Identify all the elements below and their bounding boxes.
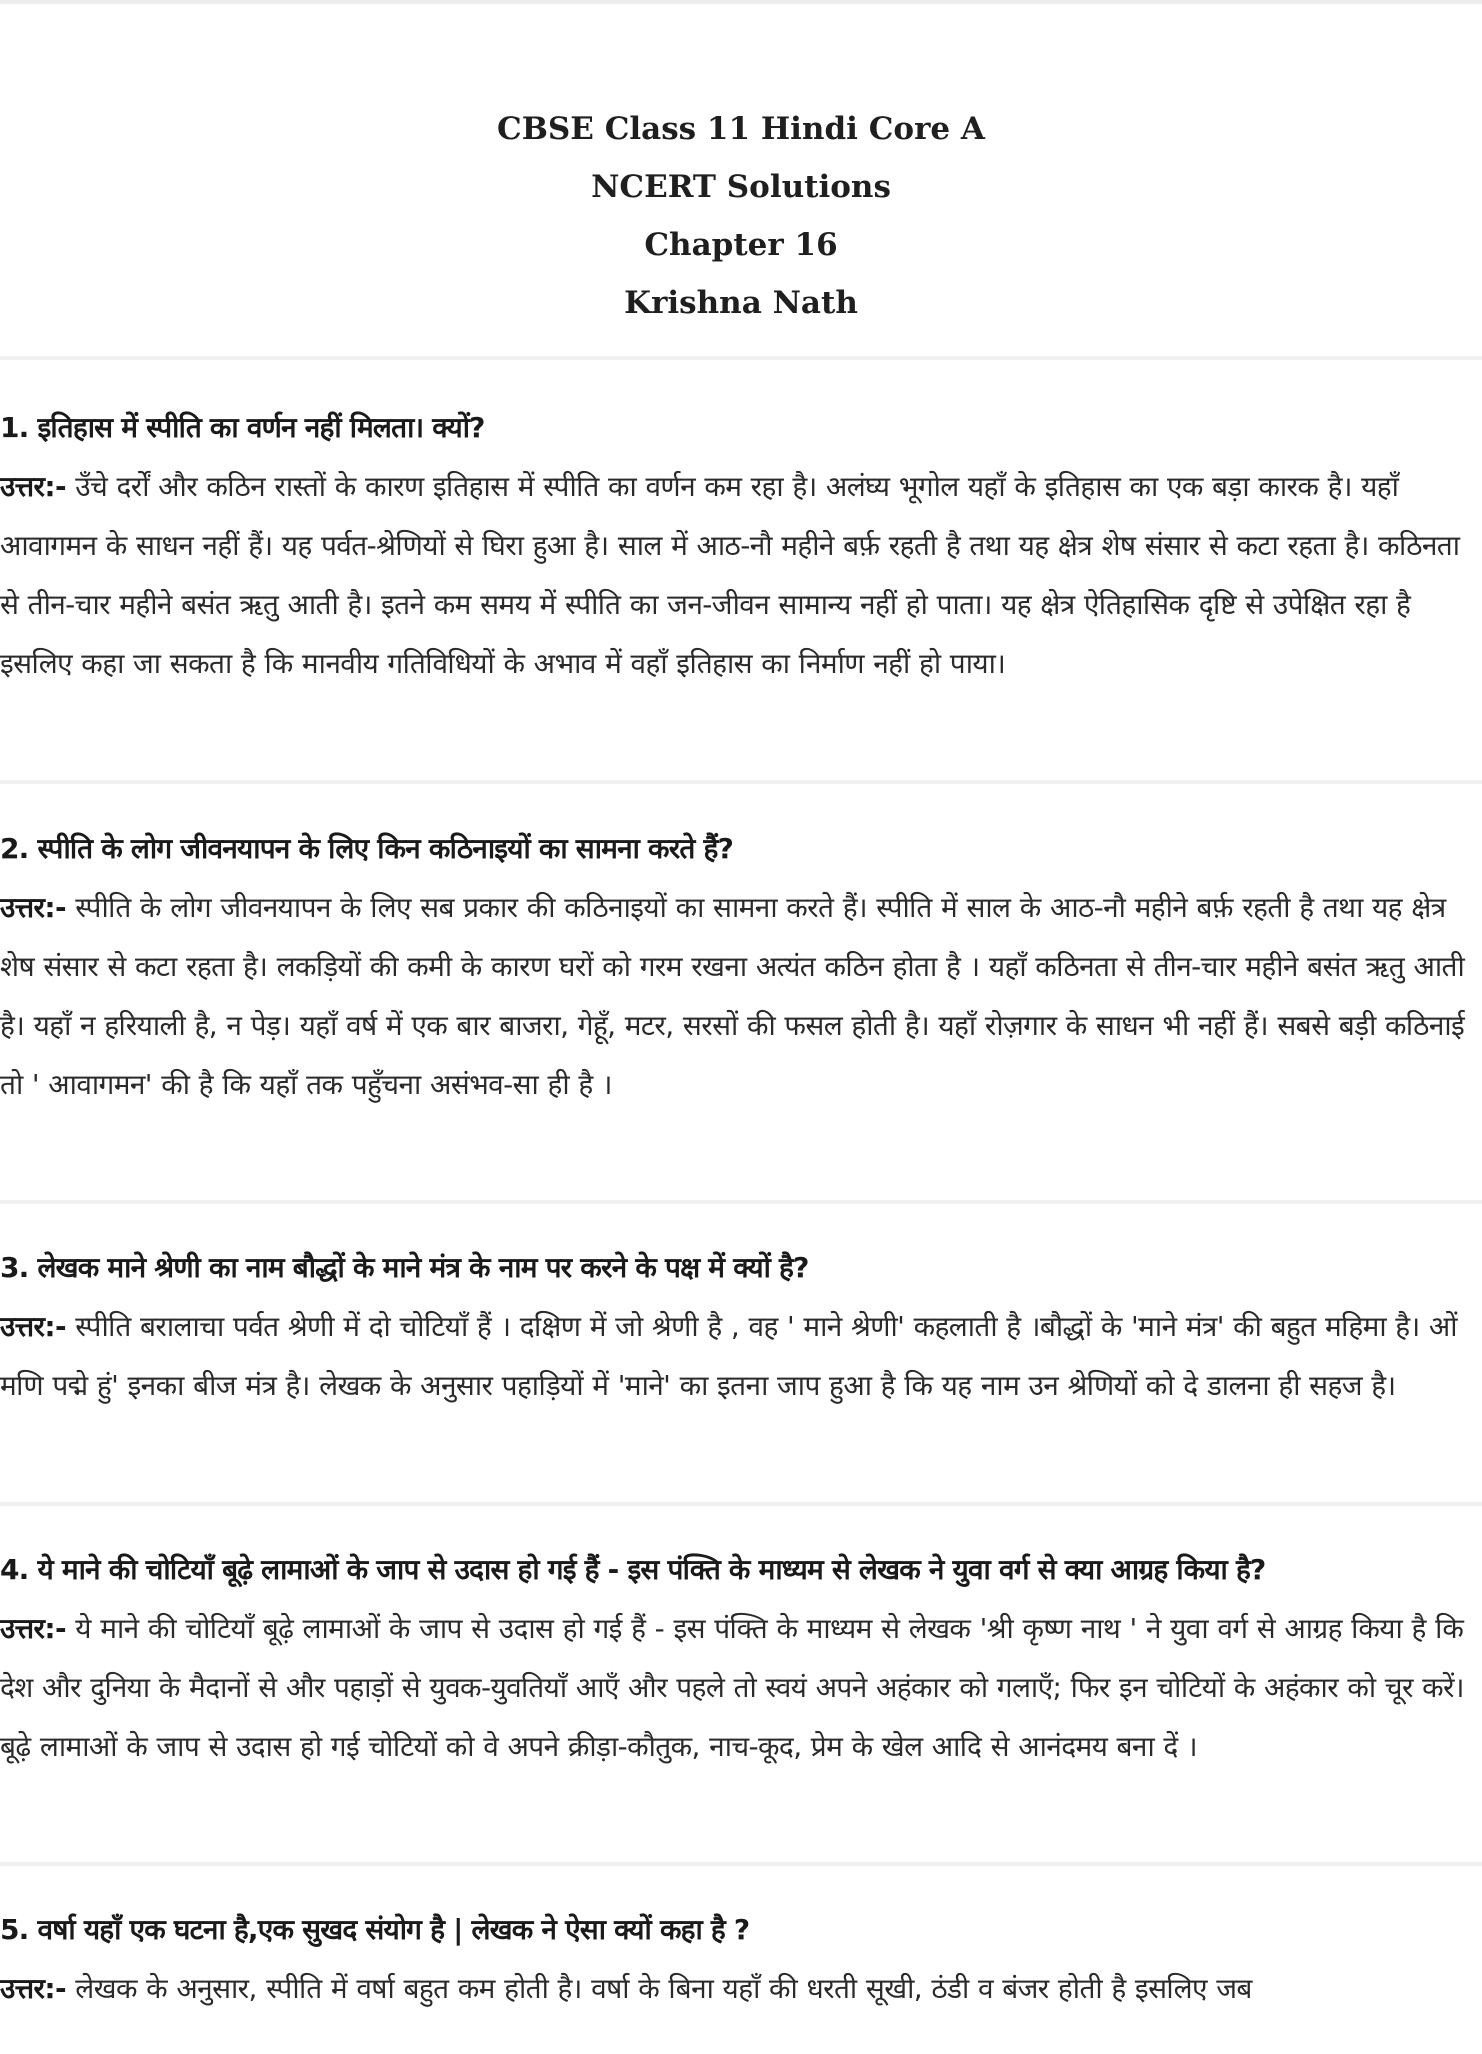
- section-divider: [0, 356, 1482, 360]
- answer-1: [0, 457, 1480, 693]
- answer-label: उत्तर:-: [0, 1972, 66, 2005]
- header-line-3: Chapter 16: [644, 227, 838, 263]
- answer-3: [0, 1297, 1480, 1415]
- question-1: 1. इतिहास में स्पीति का वर्णन नहीं मिलता। क्यों?: [0, 411, 485, 444]
- header-line-1: CBSE Class 11 Hindi Core A: [497, 111, 985, 147]
- header-line-2: NCERT Solutions: [591, 169, 891, 205]
- section-divider: [0, 780, 1482, 784]
- answer-text: लेखक के अनुसार, स्पीति में वर्षा बहुत कम होती है। वर्षा के बिना यहाँ की धरती सूखी, ठंडी व बंजर होती है इसलिए जब: [65, 1972, 1252, 2005]
- section-divider: [0, 1502, 1482, 1506]
- answer-text: उँचे दर्रों और कठिन रास्तों के कारण इतिहास में स्पीति का वर्णन कम रहा है। अलंघ्य भूगोल यहाँ के इतिहास का एक बड़ा कारक है। यहाँ आवागमन के साधन नहीं हैं। यह पर्वत-श्रेणियों से घिरा हुआ है। साल में आठ-नौ महीने बर्फ़ रहती है तथा यह क्षेत्र शेष संसार से कटा रहता है। कठिनता से तीन-चार महीने बसंत ऋतु आती है। इतने कम समय में स्पीति का जन-जीवन सामान्य नहीं हो पाता। यह क्षेत्र ऐतिहासिक दृष्टि से उपेक्षित रहा है इसलिए कहा जा सकता है कि मानवीय गतिविधियों के अभाव में वहाँ इतिहास का निर्माण नहीं हो पाया।: [0, 470, 1460, 680]
- question-2: 2. स्पीति के लोग जीवनयापन के लिए किन कठिनाइयों का सामना करते हैं?: [0, 832, 734, 865]
- answer-text: स्पीति बरालाचा पर्वत श्रेणी में दो चोटियाँ हैं । दक्षिण में जो श्रेणी है , वह ' माने श्रेणी' कहलाती है ।बौद्धों के 'माने मंत्र' की बहुत महिमा है। ओं मणि पद्मे हुं' इनका बीज मंत्र है। लेखक के अनुसार पहाड़ियों में 'माने' का इतना जाप हुआ है कि यह नाम उन श्रेणियों को दे डालना ही सहज है।: [0, 1310, 1457, 1402]
- answer-label: उत्तर:-: [0, 891, 66, 924]
- top-rule: [0, 0, 1482, 4]
- qa-block-4: [0, 1540, 1482, 1776]
- document-header: [0, 100, 1482, 332]
- answer-text: स्पीति के लोग जीवनयापन के लिए सब प्रकार की कठिनाइयों का सामना करते हैं। स्पीति में साल के आठ-नौ महीने बर्फ़ रहती है तथा यह क्षेत्र शेष संसार से कटा रहता है। लकड़ियों की कमी के कारण घरों को गरम रखना अत्यंत कठिन होता है । यहाँ कठिनता से तीन-चार महीने बसंत ऋतु आती है। यहाँ न हरियाली है, न पेड़। यहाँ वर्ष में एक बार बाजरा, गेहूँ, मटर, सरसों की फसल होती है। यहाँ रोज़गार के साधन भी नहीं हैं। सबसे बड़ी कठिनाई तो ' आवागमन' की है कि यहाँ तक पहुँचना असंभव-सा ही है ।: [0, 891, 1465, 1101]
- answer-4: [0, 1599, 1480, 1776]
- qa-block-2: [0, 819, 1482, 1114]
- header-line-4: Krishna Nath: [624, 285, 858, 321]
- answer-text: ये माने की चोटियाँ बूढ़े लामाओं के जाप से उदास हो गई हैं - इस पंक्ति के माध्यम से लेखक 'श्री कृष्ण नाथ ' ने युवा वर्ग से आग्रह किया है कि देश और दुनिया के मैदानों से और पहाड़ों से युवक-युवतियाँ आएँ और पहले तो स्वयं अपने अहंकार को गलाएँ; फिर इन चोटियों के अहंकार को चूर करें। बूढ़े लामाओं के जाप से उदास हो गई चोटियों को वे अपने क्रीड़ा-कौतुक, नाच-कूद, प्रेम के खेल आदि से आनंदमय बना दें ।: [0, 1612, 1464, 1763]
- answer-5: [0, 1959, 1480, 2018]
- qa-block-1: [0, 398, 1482, 693]
- answer-2: [0, 878, 1480, 1114]
- qa-block-5: [0, 1900, 1482, 2018]
- section-divider: [0, 1862, 1482, 1866]
- qa-block-3: [0, 1238, 1482, 1415]
- answer-label: उत्तर:-: [0, 1612, 66, 1645]
- question-4: 4. ये माने की चोटियाँ बूढ़े लामाओं के जाप से उदास हो गई हैं - इस पंक्ति के माध्यम से लेखक ने युवा वर्ग से क्या आग्रह किया है?: [0, 1553, 1266, 1586]
- section-divider: [0, 1200, 1482, 1204]
- question-3: 3. लेखक माने श्रेणी का नाम बौद्धों के माने मंत्र के नाम पर करने के पक्ष में क्यों है?: [0, 1251, 809, 1284]
- answer-label: उत्तर:-: [0, 470, 66, 503]
- question-5: 5. वर्षा यहाँ एक घटना है,एक सुखद संयोग है | लेखक ने ऐसा क्यों कहा है ?: [0, 1913, 750, 1946]
- answer-label: उत्तर:-: [0, 1310, 66, 1343]
